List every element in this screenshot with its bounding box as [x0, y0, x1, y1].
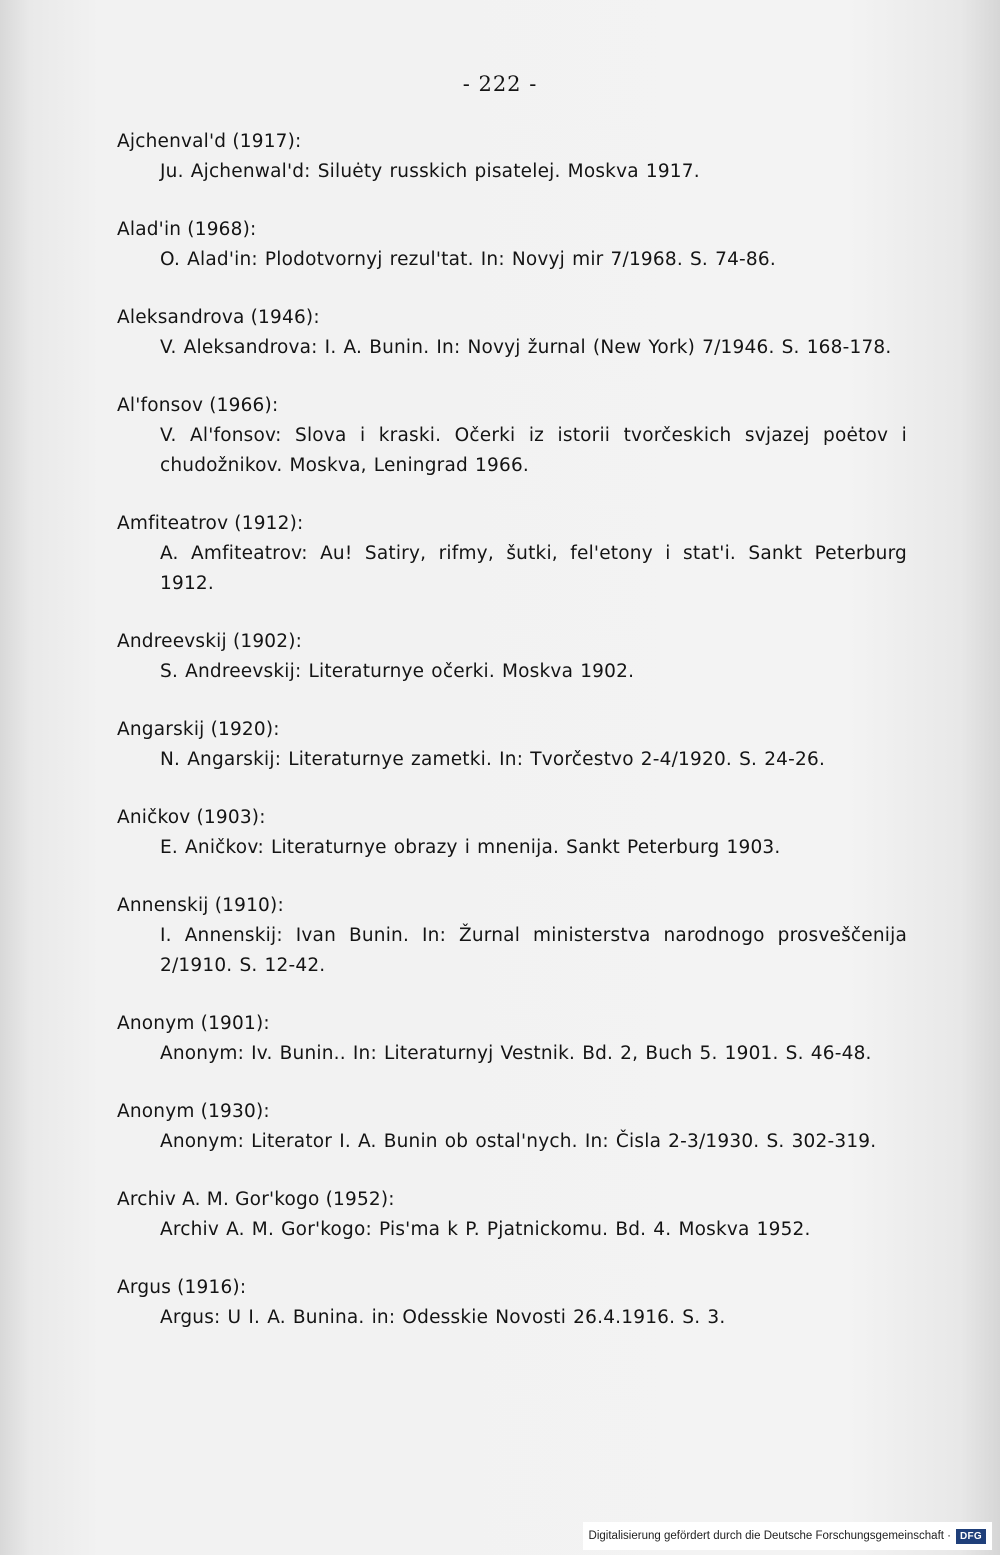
bibliography-entry [117, 509, 907, 599]
entry-citation: V. Aleksandrova: I. A. Bunin. In: Novyj žurnal (New York) 7/1946. S. 168-178. [160, 337, 892, 358]
entry-citation: E. Aničkov: Literaturnye obrazy i mnenija. Sankt Peterburg 1903. [160, 837, 781, 858]
entry-citation: O. Alad'in: Plodotvornyj rezul'tat. In: Novyj mir 7/1968. S. 74-86. [160, 249, 776, 270]
funding-footer [583, 1522, 992, 1550]
entry-citation: Anonym: Iv. Bunin.. In: Literaturnyj Vestnik. Bd. 2, Buch 5. 1901. S. 46-48. [160, 1043, 872, 1064]
bibliography-entry [117, 1185, 907, 1245]
bibliography-entry [117, 715, 907, 775]
bibliography-entry [117, 803, 907, 863]
entry-citation: V. Al'fonsov: Slova i kraski. Očerki iz istorii tvorčeskich svjazej poėtov i chudožnikov. Moskva, Leningrad 1966. [160, 425, 907, 476]
entry-heading: Alad'in (1968): [117, 219, 257, 240]
entry-citation: Ju. Ajchenwal'd: Siluėty russkich pisatelej. Moskva 1917. [160, 161, 700, 182]
bibliography-entry [117, 391, 907, 481]
entry-citation: Anonym: Literator I. A. Bunin ob ostal'nych. In: Čisla 2-3/1930. S. 302-319. [160, 1131, 877, 1152]
dfg-logo: DFG [956, 1529, 986, 1544]
entry-heading: Angarskij (1920): [117, 719, 280, 740]
entry-heading: Al'fonsov (1966): [117, 395, 279, 416]
entry-citation: I. Annenskij: Ivan Bunin. In: Žurnal ministerstva narodnogo prosveščenija 2/1910. S. 12-42. [160, 925, 907, 976]
bibliography-entry [117, 127, 907, 187]
bibliography-entry [117, 303, 907, 363]
entry-heading: Argus (1916): [117, 1277, 247, 1298]
entry-heading: Anonym (1901): [117, 1013, 270, 1034]
entry-heading: Aleksandrova (1946): [117, 307, 320, 328]
bibliography-entry [117, 215, 907, 275]
bibliography-entry [117, 891, 907, 981]
entry-heading: Aničkov (1903): [117, 807, 266, 828]
entry-heading: Archiv A. M. Gor'kogo (1952): [117, 1189, 395, 1210]
funding-notice: Digitalisierung gefördert durch die Deutsche Forschungsgemeinschaft · [588, 1530, 951, 1542]
bibliography-entry [117, 1097, 907, 1157]
entry-heading: Anonym (1930): [117, 1101, 270, 1122]
entry-citation: Argus: U I. A. Bunina. in: Odesskie Novosti 26.4.1916. S. 3. [160, 1307, 726, 1328]
bibliography-list [117, 127, 907, 1361]
entry-heading: Annenskij (1910): [117, 895, 284, 916]
entry-heading: Amfiteatrov (1912): [117, 513, 304, 534]
entry-heading: Andreevskij (1902): [117, 631, 303, 652]
entry-heading: Ajchenval'd (1917): [117, 131, 302, 152]
page-number: - 222 - [462, 72, 538, 96]
entry-citation: Archiv A. M. Gor'kogo: Pis'ma k P. Pjatnickomu. Bd. 4. Moskva 1952. [160, 1219, 811, 1240]
entry-citation: A. Amfiteatrov: Au! Satiry, rifmy, šutki, fel'etony i stat'i. Sankt Peterburg 1912. [160, 543, 907, 594]
bibliography-entry [117, 1273, 907, 1333]
entry-citation: N. Angarskij: Literaturnye zametki. In: Tvorčestvo 2-4/1920. S. 24-26. [160, 749, 826, 770]
bibliography-entry [117, 627, 907, 687]
entry-citation: S. Andreevskij: Literaturnye očerki. Moskva 1902. [160, 661, 635, 682]
bibliography-entry [117, 1009, 907, 1069]
